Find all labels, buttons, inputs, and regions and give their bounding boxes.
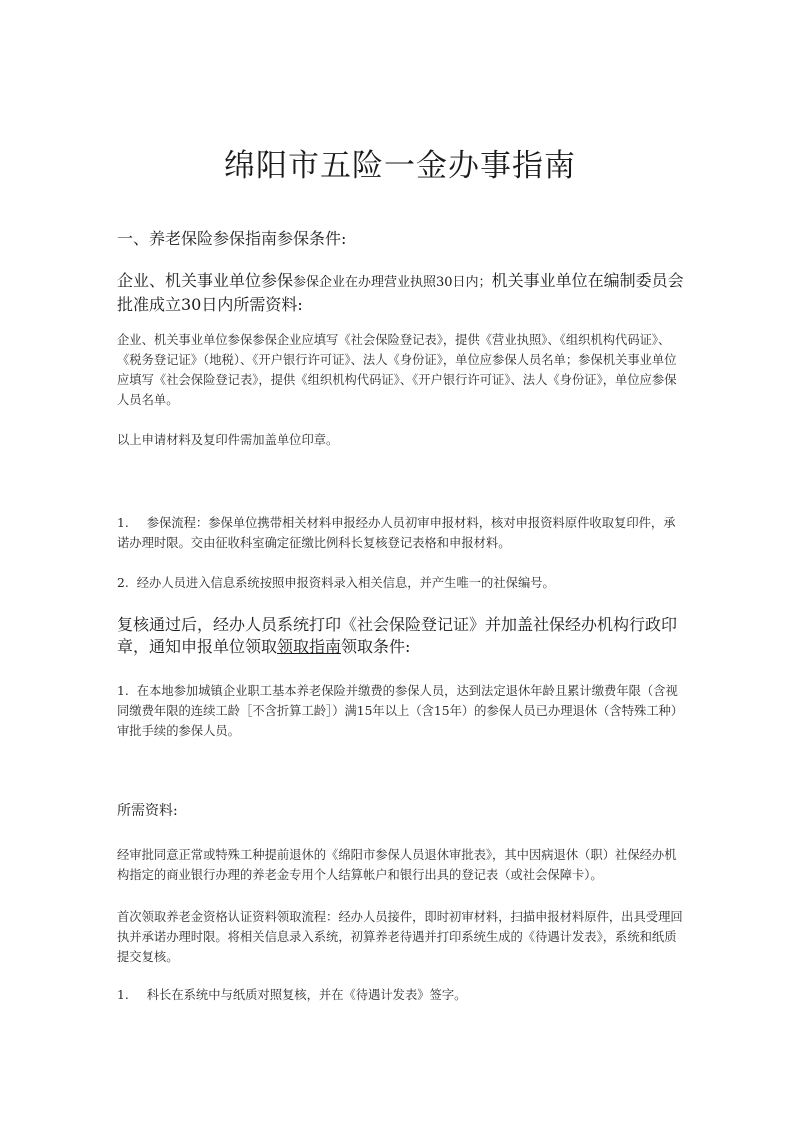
conditions-lead: 企业、机关事业单位参保 bbox=[117, 271, 294, 290]
required-materials-text: 经审批同意正常或特殊工种提前退休的《绵阳市参保人员退休审批表》，其中因病退休（职）社保经办机构指定的商业银行办理的养老金专用个人结算帐户和银行出具的登记表（或社会保障卡）。 bbox=[117, 848, 677, 882]
step-number: 1. bbox=[117, 988, 129, 1002]
materials-paragraph: 企业、机关事业单位参保参保企业应填写《社会保险登记表》，提供《营业执照》、《组织机构代码证》、《税务登记证》（地税）、《开户银行许可证》、法人《身份证》，单位应参保人员名单；参保机关事业单位应填写《社会保险登记表》，提供《组织机构代码证》、《开户银行许可证》、法人《身份证》，单位应参保人员名单。 bbox=[117, 333, 677, 407]
step-number: 2. bbox=[117, 576, 129, 590]
step-number: 1. bbox=[117, 516, 129, 530]
step-number: 1. bbox=[117, 684, 129, 698]
required-materials-heading: 所需资料: bbox=[117, 803, 178, 819]
review-text: 复核通过后，经办人员系统打印《社会保险登记证》并加盖社保经办机构行政印章，通知申报单位领取 bbox=[117, 615, 678, 656]
retirement-condition bbox=[117, 681, 685, 741]
first-claim-process: 首次领取养老金资格认证资料领取流程：经办人员接件，即时初审材料，扫描申报材料原件，出具受理回执并承诺办理时限。将相关信息录入系统，初算养老待遇并打印系统生成的《待遇计发表》，系统和纸质提交复核。 bbox=[117, 910, 683, 964]
stamp-note: 以上申请材料及复印件需加盖单位印章。 bbox=[117, 433, 339, 447]
final-review-step bbox=[117, 985, 685, 1005]
section-heading-pension: 一、养老保险参保指南参保条件: bbox=[117, 229, 347, 248]
review-paragraph bbox=[117, 614, 685, 658]
step-text: 经办人员进入信息系统按照申报资料录入相关信息，并产生唯一的社保编号。 bbox=[136, 576, 555, 590]
step-text: 科长在系统中与纸质对照复核，并在《待遇计发表》签字。 bbox=[146, 988, 467, 1002]
process-step-2 bbox=[117, 573, 685, 593]
conditions-rest: 机关事业单位在编制委员会批准成立30日内所需资料: bbox=[117, 271, 684, 314]
enrollment-conditions bbox=[117, 270, 685, 316]
condition-text: 在本地参加城镇企业职工基本养老保险并缴费的参保人员，达到法定退休年龄且累计缴费年限（含视同缴费年限的连续工龄［不含折算工龄］）满15年以上（含15年）的参保人员已办理退休（含特殊工种）审批手续的参保人员。 bbox=[117, 684, 684, 738]
review-text-end: 领取条件: bbox=[341, 637, 411, 656]
process-step-1 bbox=[117, 513, 685, 553]
page-title: 绵阳市五险一金办事指南 bbox=[224, 148, 576, 184]
conditions-inline-note: 参保企业在办理营业执照30日内； bbox=[293, 275, 492, 290]
step-text: 参保流程：参保单位携带相关材料申报经办人员初审申报材料，核对申报资料原件收取复印件，承诺办理时限。交由征收科室确定征缴比例科长复核登记表格和申报材料。 bbox=[117, 516, 676, 550]
claim-guide-link[interactable]: 领取指南 bbox=[277, 637, 342, 656]
